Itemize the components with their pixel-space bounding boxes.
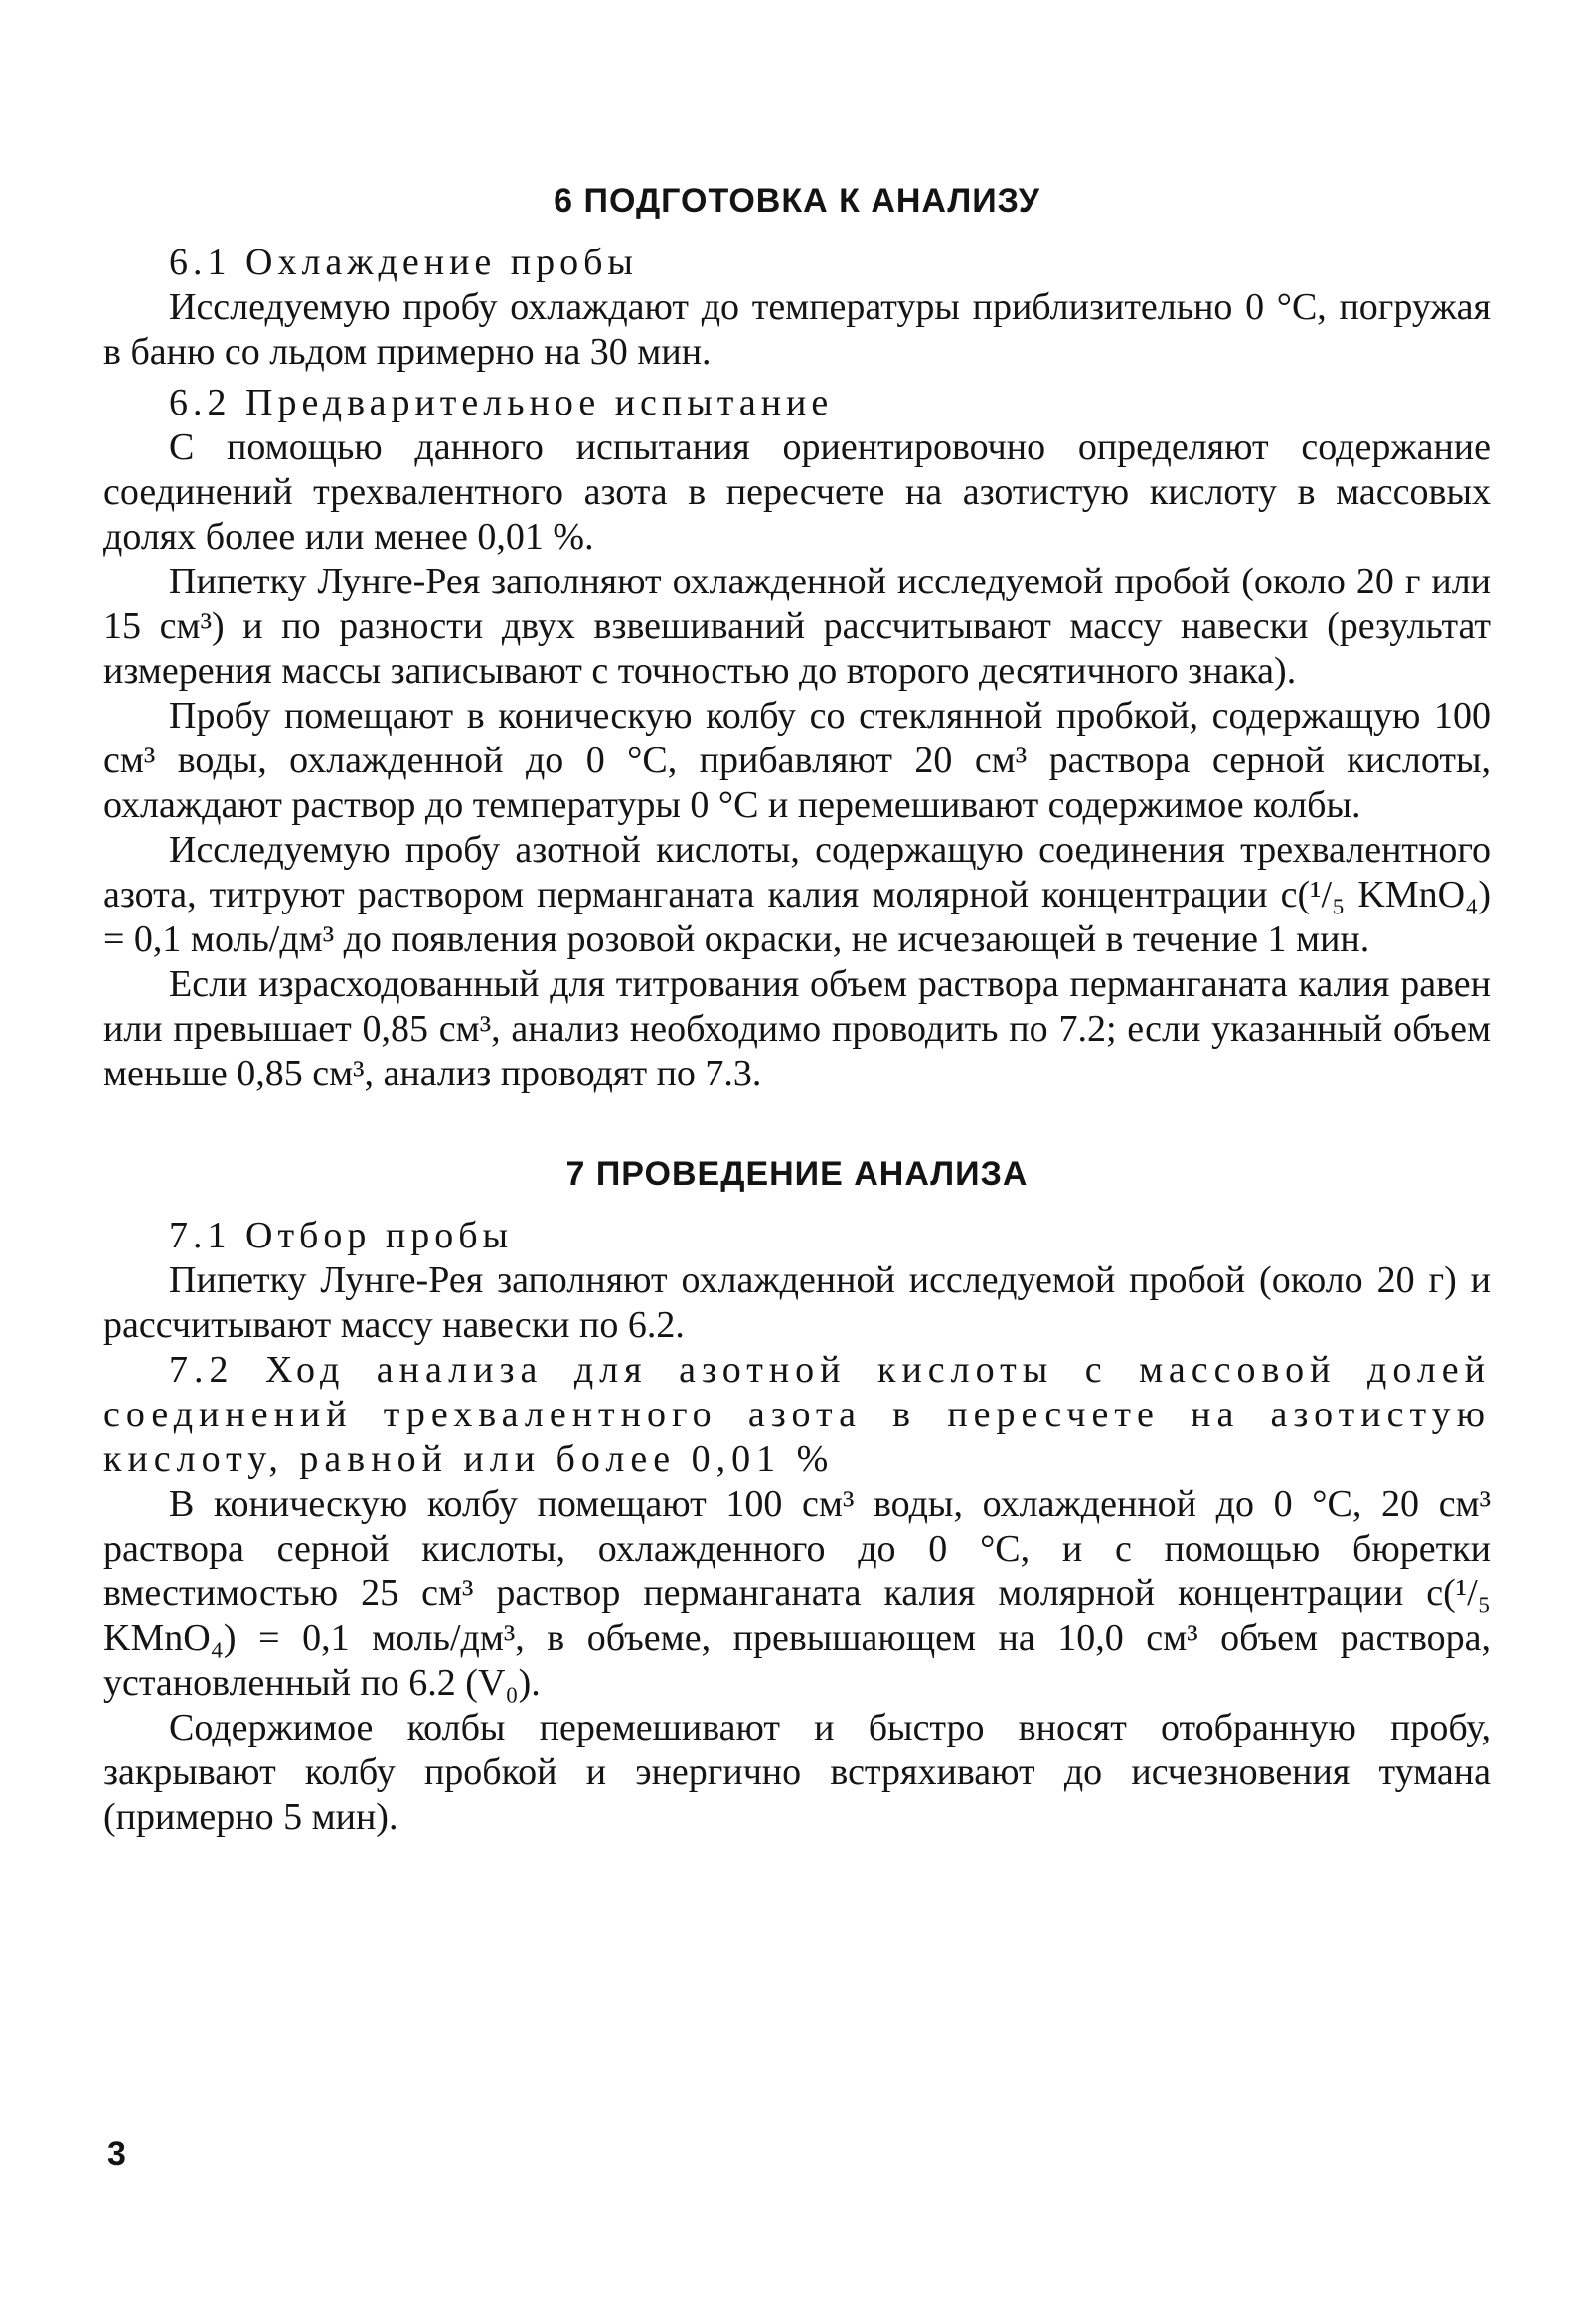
subsection-6-2-paragraph-5: Если израсходованный для титрования объем раствора перманганата калия равен или превышает 0,85 см³, анализ необходимо проводить по 7.2; если указанный объем меньше 0,85 см³, анализ проводят по 7.3. bbox=[103, 963, 1491, 1094]
document-page bbox=[103, 177, 1491, 1840]
subsection-7-1-text: Пипетку Лунге-Рея заполняют охлажденной исследуемой пробой (около 20 г) и рассчитывают массу навески по 6.2. bbox=[103, 1259, 1491, 1346]
section-7-heading: 7 ПРОВЕДЕНИЕ АНАЛИЗА bbox=[565, 1155, 1029, 1193]
page-number: 3 bbox=[107, 2135, 126, 2173]
subsection-6-2-paragraph-4: Исследуемую пробу азотной кислоты, содержащую соединения трехвалентного азота, титруют раствором перманганата калия молярной концентрации c(¹/₅ KMnO₄) = 0,1 моль/дм³ до появления розовой окраски, не исчезающей в течение 1 мин. bbox=[103, 829, 1491, 960]
subsection-6-1-text: Исследуемую пробу охлаждают до температуры приблизительно 0 °С, погружая в баню со льдом примерно на 30 мин. bbox=[103, 286, 1491, 373]
subsection-6-2-paragraph-2: Пипетку Лунге-Рея заполняют охлажденной исследуемой пробой (около 20 г или 15 см³) и по разности двух взвешиваний рассчитывают массу навески (результат измерения массы записывают с точностью до второго десятичного знака). bbox=[103, 561, 1491, 692]
subsection-7-2-paragraph-1: В коническую колбу помещают 100 см³ воды, охлажденной до 0 °С, 20 см³ раствора серной кислоты, охлажденного до 0 °С, и с помощью бюретки вместимостью 25 см³ раствор перманганата калия молярной концентрации c(¹/₅ KMnO₄) = 0,1 моль/дм³, в объеме, превышающем на 10,0 см³ объем раствора, установленный по 6.2 (V₀). bbox=[103, 1483, 1491, 1704]
subsection-6-2-paragraph-3: Пробу помещают в коническую колбу со стеклянной пробкой, содержащую 100 см³ воды, охлажденной до 0 °С, прибавляют 20 см³ раствора серной кислоты, охлаждают раствор до температуры 0 °С и перемешивают содержимое колбы. bbox=[103, 695, 1491, 826]
subsection-6-1-title: 6.1 Охлаждение пробы bbox=[169, 242, 638, 283]
subsection-6-2-title: 6.2 Предварительное испытание bbox=[169, 382, 834, 423]
subsection-7-1-title: 7.1 Отбор пробы bbox=[169, 1215, 514, 1256]
section-6-heading: 6 ПОДГОТОВКА К АНАЛИЗУ bbox=[554, 182, 1040, 220]
subsection-7-2-paragraph-2: Содержимое колбы перемешивают и быстро вносят отобранную пробу, закрывают колбу пробкой и энергично встряхивают до исчезновения тумана (примерно 5 мин). bbox=[103, 1707, 1491, 1838]
subsection-7-2-title: 7.2 Ход анализа для азотной кислоты с массовой долей соединений трехвалентного азота в пересчете на азотистую кислоту, равной или более 0,01 % bbox=[103, 1349, 1491, 1480]
subsection-6-2-paragraph-1: С помощью данного испытания ориентировочно определяют содержание соединений трехвалентного азота в пересчете на азотистую кислоту в массовых долях более или менее 0,01 %. bbox=[103, 426, 1491, 558]
